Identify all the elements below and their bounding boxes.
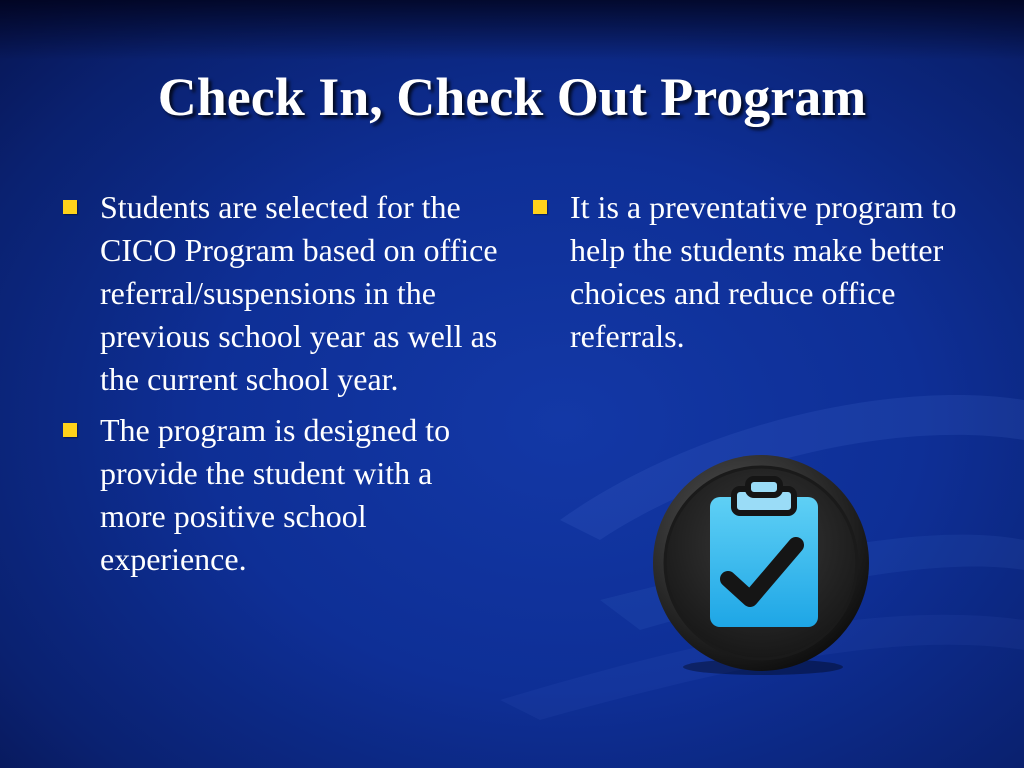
bullet-square-icon	[63, 200, 77, 214]
right-bullet-list	[530, 186, 980, 366]
bullet-square-icon	[63, 423, 77, 437]
bullet-text: Students are selected for the CICO Program based on office referral/suspensions in the previous school year as well as the current school year.	[100, 189, 498, 397]
slide-title: Check In, Check Out Program	[157, 67, 867, 127]
bullet-item	[60, 186, 500, 401]
bullet-item	[60, 409, 500, 581]
clipboard-check-icon	[648, 453, 874, 679]
bullet-text: It is a preventative program to help the students make better choices and reduce office referrals.	[570, 189, 957, 354]
bullet-item	[530, 186, 980, 358]
left-bullet-list	[60, 186, 500, 589]
bullet-text: The program is designed to provide the student with a more positive school experience.	[100, 412, 451, 577]
bullet-square-icon	[533, 200, 547, 214]
